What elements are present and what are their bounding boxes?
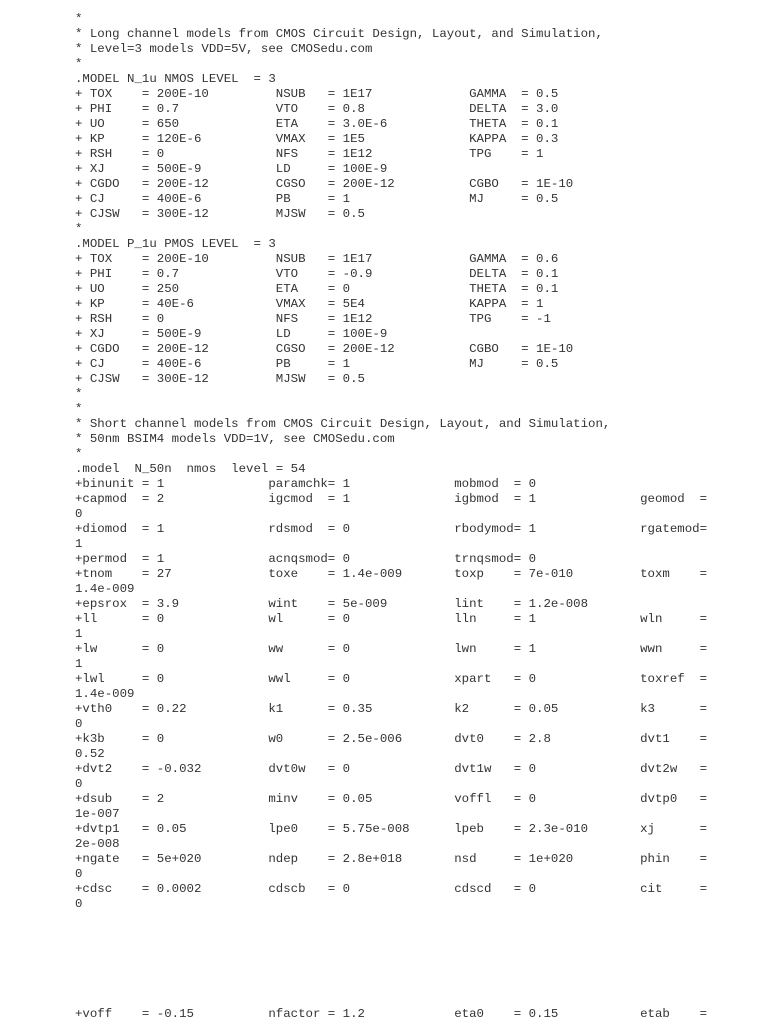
text-line: + UO = 250 ETA = 0 THETA = 0.1 [75, 282, 559, 296]
text-line: + KP = 120E-6 VMAX = 1E5 KAPPA = 0.3 [75, 132, 559, 146]
model-text-block [75, 12, 755, 912]
text-line: +permod = 1 acnqsmod= 0 trnqsmod= 0 [75, 552, 537, 566]
text-line: +capmod = 2 igcmod = 1 igbmod = 1 geomod = [75, 492, 708, 506]
text-line: + TOX = 200E-10 NSUB = 1E17 GAMMA = 0.6 [75, 252, 559, 266]
text-line: + RSH = 0 NFS = 1E12 TPG = 1 [75, 147, 544, 161]
text-line: +lwl = 0 wwl = 0 xpart = 0 toxref = [75, 672, 708, 686]
text-line: * [75, 402, 83, 416]
text-line: 0 [75, 897, 83, 911]
text-line: + CGDO = 200E-12 CGSO = 200E-12 CGBO = 1E-10 [75, 342, 574, 356]
text-line: + CJSW = 300E-12 MJSW = 0.5 [75, 372, 365, 386]
text-line: +vth0 = 0.22 k1 = 0.35 k2 = 0.05 k3 = [75, 702, 708, 716]
text-line: + XJ = 500E-9 LD = 100E-9 [75, 162, 388, 176]
text-line: 1.4e-009 [75, 582, 135, 596]
text-line: + CGDO = 200E-12 CGSO = 200E-12 CGBO = 1E-10 [75, 177, 574, 191]
text-line: + RSH = 0 NFS = 1E12 TPG = -1 [75, 312, 551, 326]
text-line: * [75, 222, 83, 236]
text-line: * Long channel models from CMOS Circuit Design, Layout, and Simulation, [75, 27, 603, 41]
text-line: +dvt2 = -0.032 dvt0w = 0 dvt1w = 0 dvt2w = [75, 762, 708, 776]
text-line: 2e-008 [75, 837, 120, 851]
text-line: + CJ = 400E-6 PB = 1 MJ = 0.5 [75, 357, 559, 371]
text-line: * [75, 57, 83, 71]
text-line: +ll = 0 wl = 0 lln = 1 wln = [75, 612, 708, 626]
text-line: +ngate = 5e+020 ndep = 2.8e+018 nsd = 1e+020 phin = [75, 852, 708, 866]
text-line: + KP = 40E-6 VMAX = 5E4 KAPPA = 1 [75, 297, 544, 311]
text-line: +cdsc = 0.0002 cdscb = 0 cdscd = 0 cit = [75, 882, 708, 896]
text-line: +dvtp1 = 0.05 lpe0 = 5.75e-008 lpeb = 2.3e-010 xj = [75, 822, 708, 836]
text-line: 0 [75, 867, 83, 881]
text-line: * Level=3 models VDD=5V, see CMOSedu.com [75, 42, 373, 56]
text-line: + XJ = 500E-9 LD = 100E-9 [75, 327, 388, 341]
text-line: 1.4e-009 [75, 687, 135, 701]
text-line: + PHI = 0.7 VTO = -0.9 DELTA = 0.1 [75, 267, 559, 281]
text-line: +diomod = 1 rdsmod = 0 rbodymod= 1 rgatemod= [75, 522, 708, 536]
text-line: +tnom = 27 toxe = 1.4e-009 toxp = 7e-010 toxm = [75, 567, 708, 581]
text-line: * 50nm BSIM4 models VDD=1V, see CMOSedu.com [75, 432, 395, 446]
text-line: + UO = 650 ETA = 3.0E-6 THETA = 0.1 [75, 117, 559, 131]
text-line: .model N_50n nmos level = 54 [75, 462, 306, 476]
text-line: 1 [75, 627, 83, 641]
text-line: 1e-007 [75, 807, 120, 821]
text-line: * [75, 387, 83, 401]
text-line: + CJSW = 300E-12 MJSW = 0.5 [75, 207, 365, 221]
model-text-block-continued [75, 1007, 755, 1022]
text-line: + PHI = 0.7 VTO = 0.8 DELTA = 3.0 [75, 102, 559, 116]
text-line: +k3b = 0 w0 = 2.5e-006 dvt0 = 2.8 dvt1 = [75, 732, 708, 746]
text-line: * Short channel models from CMOS Circuit Design, Layout, and Simulation, [75, 417, 611, 431]
text-line: +binunit = 1 paramchk= 1 mobmod = 0 [75, 477, 537, 491]
text-line: + TOX = 200E-10 NSUB = 1E17 GAMMA = 0.5 [75, 87, 559, 101]
text-line: 1 [75, 657, 83, 671]
text-line: + CJ = 400E-6 PB = 1 MJ = 0.5 [75, 192, 559, 206]
text-line: +voff = -0.15 nfactor = 1.2 eta0 = 0.15 etab = [75, 1007, 708, 1021]
text-line: 1 [75, 537, 83, 551]
text-line: 0.52 [75, 747, 105, 761]
text-line: 0 [75, 777, 83, 791]
text-line: 0 [75, 717, 83, 731]
text-line: 0 [75, 507, 83, 521]
text-line: +dsub = 2 minv = 0.05 voffl = 0 dvtp0 = [75, 792, 708, 806]
text-line: * [75, 447, 83, 461]
text-line: .MODEL P_1u PMOS LEVEL = 3 [75, 237, 276, 251]
text-line: .MODEL N_1u NMOS LEVEL = 3 [75, 72, 276, 86]
text-line: +epsrox = 3.9 wint = 5e-009 lint = 1.2e-008 [75, 597, 589, 611]
text-line: +lw = 0 ww = 0 lwn = 1 wwn = [75, 642, 708, 656]
text-line: * [75, 12, 83, 26]
